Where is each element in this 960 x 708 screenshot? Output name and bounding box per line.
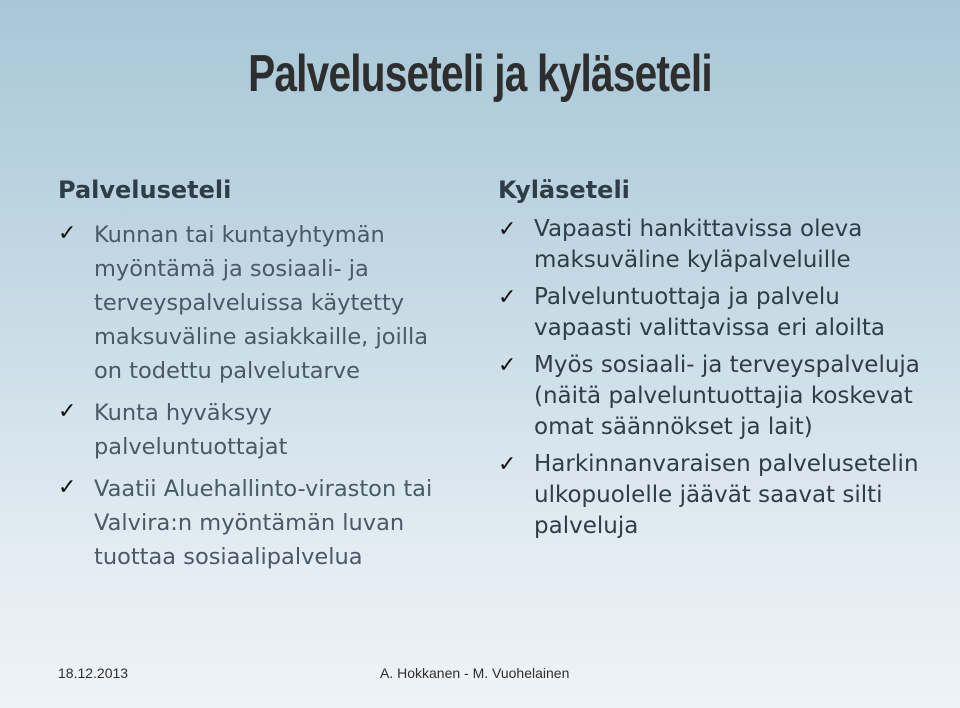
list-item bbox=[58, 472, 458, 574]
list-item-text: Vaatii Aluehallinto-viraston tai Valvira:n myöntämän luvan tuottaa sosiaalipalvelua bbox=[94, 476, 433, 570]
checkmark-icon: ✓ bbox=[58, 221, 77, 246]
checkmark-icon: ✓ bbox=[498, 452, 517, 477]
checkmark-icon: ✓ bbox=[58, 399, 77, 424]
list-item bbox=[58, 396, 458, 464]
footer-date: 18.12.2013 bbox=[58, 665, 129, 681]
palveluseteli-list bbox=[58, 218, 458, 574]
list-item bbox=[58, 218, 458, 388]
list-item bbox=[498, 449, 938, 542]
list-item bbox=[498, 214, 938, 276]
list-item-text: Vapaasti hankittavissa oleva maksuväline kyläpalveluille bbox=[534, 216, 863, 273]
kylaseteli-column bbox=[498, 176, 938, 548]
palveluseteli-column bbox=[58, 176, 458, 582]
checkmark-icon: ✓ bbox=[58, 475, 77, 500]
footer-author: A. Hokkanen - M. Vuohelainen bbox=[380, 665, 570, 681]
list-item-text: Kunnan tai kuntayhtymän myöntämä ja sosiaali- ja terveyspalveluissa käytetty maksuväline asiakkaille, joilla on todettu palvelutarve bbox=[94, 222, 429, 384]
list-item-text: Palveluntuottaja ja palvelu vapaasti valittavissa eri aloilta bbox=[534, 284, 885, 341]
list-item-text: Myös sosiaali- ja terveyspalveluja (näitä palveluntuottajia koskevat omat säännökset ja lait) bbox=[534, 352, 920, 440]
palveluseteli-heading: Palveluseteli bbox=[58, 176, 232, 204]
kylaseteli-list bbox=[498, 214, 938, 542]
list-item bbox=[498, 350, 938, 443]
list-item-text: Kunta hyväksyy palveluntuottajat bbox=[94, 400, 288, 460]
checkmark-icon: ✓ bbox=[498, 353, 517, 378]
checkmark-icon: ✓ bbox=[498, 285, 517, 310]
checkmark-icon: ✓ bbox=[498, 217, 517, 242]
kylaseteli-heading: Kyläseteli bbox=[498, 176, 630, 204]
slide-title: Palveluseteli ja kyläseteli bbox=[248, 45, 712, 103]
list-item bbox=[498, 282, 938, 344]
list-item-text: Harkinnanvaraisen palvelusetelin ulkopuolelle jäävät saavat silti palveluja bbox=[534, 451, 919, 539]
